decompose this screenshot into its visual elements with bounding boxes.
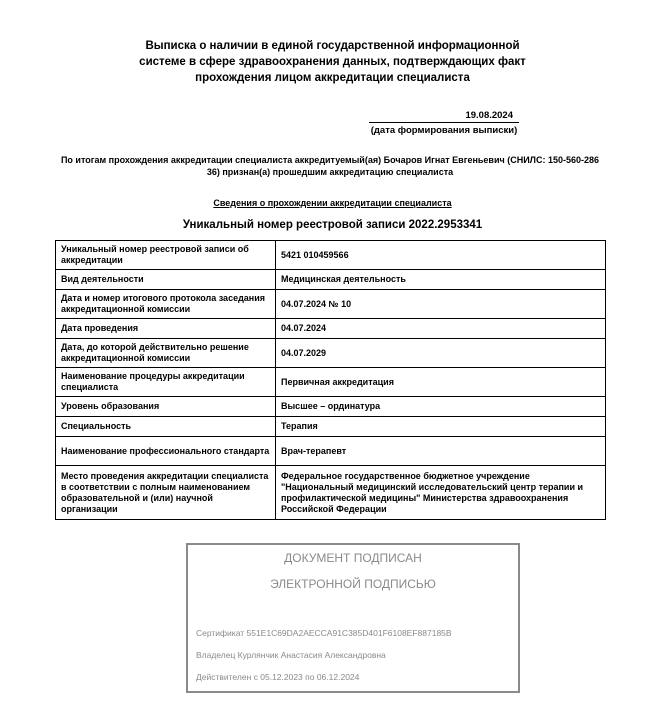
document-title bbox=[60, 38, 605, 86]
table-row bbox=[56, 270, 606, 290]
stamp-certificate: Сертификат 551E1C69DA2AECCA91C385D401F6108EF887185B bbox=[196, 628, 452, 638]
registry-number: Уникальный номер реестровой записи 2022.2953341 bbox=[182, 219, 483, 231]
row-label: Специальность bbox=[56, 417, 276, 437]
table-row bbox=[56, 241, 606, 270]
intro-line: 36) признан(а) прошедшим аккредитацию специалиста bbox=[206, 167, 454, 177]
accreditation-table bbox=[55, 240, 606, 520]
row-value: 5421 010459566 bbox=[276, 241, 606, 270]
row-value: 04.07.2024 № 10 bbox=[276, 290, 606, 319]
row-label: Дата проведения bbox=[56, 319, 276, 339]
intro-line: По итогам прохождения аккредитации специалиста аккредитуемый(ая) Бочаров Игнат Евгеньевич (СНИЛС: 150-560-286 bbox=[60, 155, 600, 165]
row-value: Медицинская деятельность bbox=[276, 270, 606, 290]
table-row bbox=[56, 290, 606, 319]
row-value: Первичная аккредитация bbox=[276, 368, 606, 397]
row-label: Место проведения аккредитации специалиста в соответствии с полным наименованием образовательной и (или) научной организации bbox=[56, 466, 276, 520]
row-value: 04.07.2029 bbox=[276, 339, 606, 368]
row-label: Дата и номер итогового протокола заседания аккредитационной комиссии bbox=[56, 290, 276, 319]
table-row bbox=[56, 437, 606, 466]
table-row bbox=[56, 368, 606, 397]
stamp-heading: ДОКУМЕНТ ПОДПИСАН bbox=[284, 551, 422, 565]
intro-paragraph bbox=[50, 154, 610, 178]
title-line: Выписка о наличии в единой государственной информационной bbox=[145, 40, 520, 52]
row-label: Наименование процедуры аккредитации специалиста bbox=[56, 368, 276, 397]
table-row bbox=[56, 417, 606, 437]
row-label: Уникальный номер реестровой записи об аккредитации bbox=[56, 241, 276, 270]
section-subtitle: Сведения о прохождении аккредитации специалиста bbox=[213, 198, 452, 208]
row-value: Федеральное государственное бюджетное учреждение "Национальный медицинский исследовательский центр терапии и профилактической медицины" Министерства здравоохранения Российской Федерации bbox=[276, 466, 606, 520]
row-value: 04.07.2024 bbox=[276, 319, 606, 339]
table-row bbox=[56, 339, 606, 368]
table-row bbox=[56, 466, 606, 520]
row-label: Дата, до которой действительно решение аккредитационной комиссии bbox=[56, 339, 276, 368]
table-row bbox=[56, 397, 606, 417]
issue-date-caption: (дата формирования выписки) bbox=[370, 125, 518, 136]
issue-date: 19.08.2024 bbox=[369, 110, 519, 123]
title-line: системе в сфере здравоохранения данных, подтверждающих факт bbox=[139, 56, 526, 68]
electronic-signature-stamp bbox=[186, 543, 520, 693]
date-block bbox=[369, 110, 519, 136]
row-value: Врач-терапевт bbox=[276, 437, 606, 466]
row-label: Уровень образования bbox=[56, 397, 276, 417]
table-row bbox=[56, 319, 606, 339]
stamp-owner: Владелец Курлянчик Анастасия Александровна bbox=[196, 650, 386, 660]
row-value: Терапия bbox=[276, 417, 606, 437]
title-line: прохождения лицом аккредитации специалиста bbox=[195, 72, 470, 84]
row-value: Высшее – ординатура bbox=[276, 397, 606, 417]
row-label: Наименование профессионального стандарта bbox=[56, 437, 276, 466]
stamp-validity: Действителен с 05.12.2023 по 06.12.2024 bbox=[196, 672, 360, 682]
stamp-heading: ЭЛЕКТРОННОЙ ПОДПИСЬЮ bbox=[270, 577, 436, 591]
row-label: Вид деятельности bbox=[56, 270, 276, 290]
